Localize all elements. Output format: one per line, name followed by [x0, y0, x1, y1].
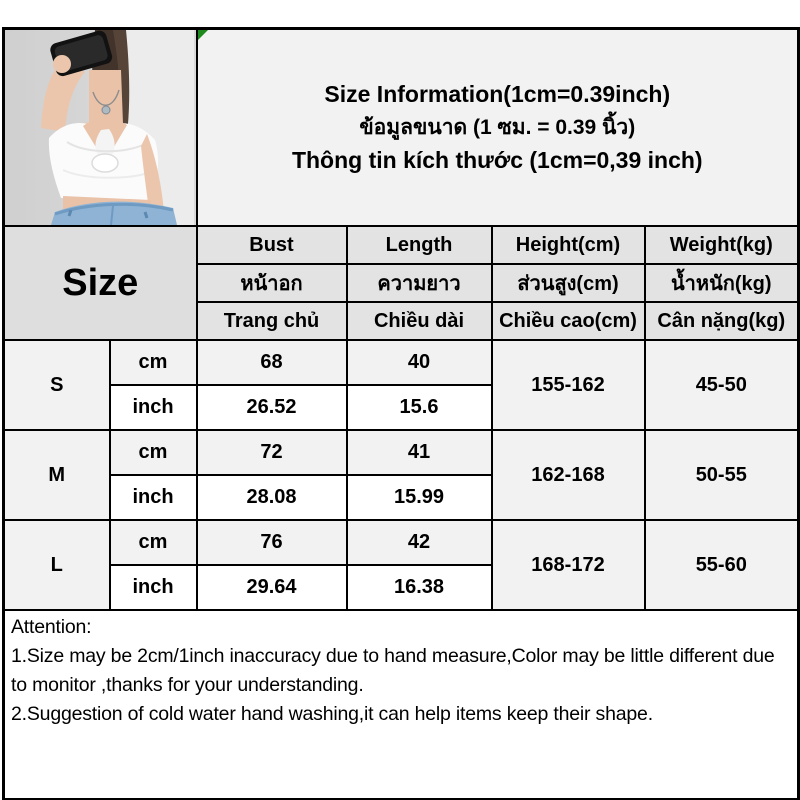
size-information-title-block — [197, 29, 799, 227]
value-s-length-inch: 15.6 — [347, 385, 492, 430]
header-bust-en: Bust — [197, 226, 347, 264]
value-s-weight: 45-50 — [645, 340, 799, 430]
value-m-bust-cm: 72 — [197, 430, 347, 475]
value-l-height: 168-172 — [492, 520, 645, 610]
title-english: Size Information(1cm=0.39inch) — [324, 81, 671, 108]
value-l-length-cm: 42 — [347, 520, 492, 565]
header-weight-vi: Cân nặng(kg) — [645, 302, 799, 340]
header-weight-en: Weight(kg) — [645, 226, 799, 264]
cell-corner-marker-icon — [198, 30, 208, 40]
header-length-th: ความยาว — [347, 264, 492, 302]
value-m-height: 162-168 — [492, 430, 645, 520]
header-height-en: Height(cm) — [492, 226, 645, 264]
value-s-height: 155-162 — [492, 340, 645, 430]
size-m-label: M — [4, 430, 110, 520]
header-bust-th: หน้าอก — [197, 264, 347, 302]
value-m-length-inch: 15.99 — [347, 475, 492, 520]
value-l-bust-inch: 29.64 — [197, 565, 347, 610]
header-bust-vi: Trang chủ — [197, 302, 347, 340]
unit-inch-label: inch — [110, 475, 197, 520]
size-l-label: L — [4, 520, 110, 610]
title-vietnamese: Thông tin kích thước (1cm=0,39 inch) — [291, 147, 703, 174]
value-m-length-cm: 41 — [347, 430, 492, 475]
header-height-vi: Chiều cao(cm) — [492, 302, 645, 340]
unit-inch-label: inch — [110, 385, 197, 430]
unit-inch-label: inch — [110, 565, 197, 610]
unit-cm-label: cm — [110, 340, 197, 385]
attention-line-2: 2.Suggestion of cold water hand washing,it can help items keep their shape. — [11, 703, 653, 725]
attention-line-1: 1.Size may be 2cm/1inch inaccuracy due to hand measure,Color may be little different due to monitor ,thanks for your understanding. — [11, 645, 775, 696]
value-m-bust-inch: 28.08 — [197, 475, 347, 520]
value-s-length-cm: 40 — [347, 340, 492, 385]
attention-heading: Attention: — [11, 616, 92, 638]
title-thai: ข้อมูลขนาด (1 ซม. = 0.39 นิ้ว) — [359, 115, 636, 139]
size-chart-table — [2, 27, 800, 800]
header-height-th: ส่วนสูง(cm) — [492, 264, 645, 302]
size-header-cell: Size — [4, 226, 197, 340]
value-l-weight: 55-60 — [645, 520, 799, 610]
header-length-en: Length — [347, 226, 492, 264]
value-s-bust-inch: 26.52 — [197, 385, 347, 430]
size-s-label: S — [4, 340, 110, 430]
unit-cm-label: cm — [110, 520, 197, 565]
product-photo — [4, 29, 197, 227]
value-l-length-inch: 16.38 — [347, 565, 492, 610]
value-l-bust-cm: 76 — [197, 520, 347, 565]
header-weight-th: น้ำหนัก(kg) — [645, 264, 799, 302]
value-m-weight: 50-55 — [645, 430, 799, 520]
value-s-bust-cm: 68 — [197, 340, 347, 385]
header-length-vi: Chiều dài — [347, 302, 492, 340]
model-selfie-illustration — [5, 30, 194, 225]
unit-cm-label: cm — [110, 430, 197, 475]
attention-note — [4, 610, 799, 800]
